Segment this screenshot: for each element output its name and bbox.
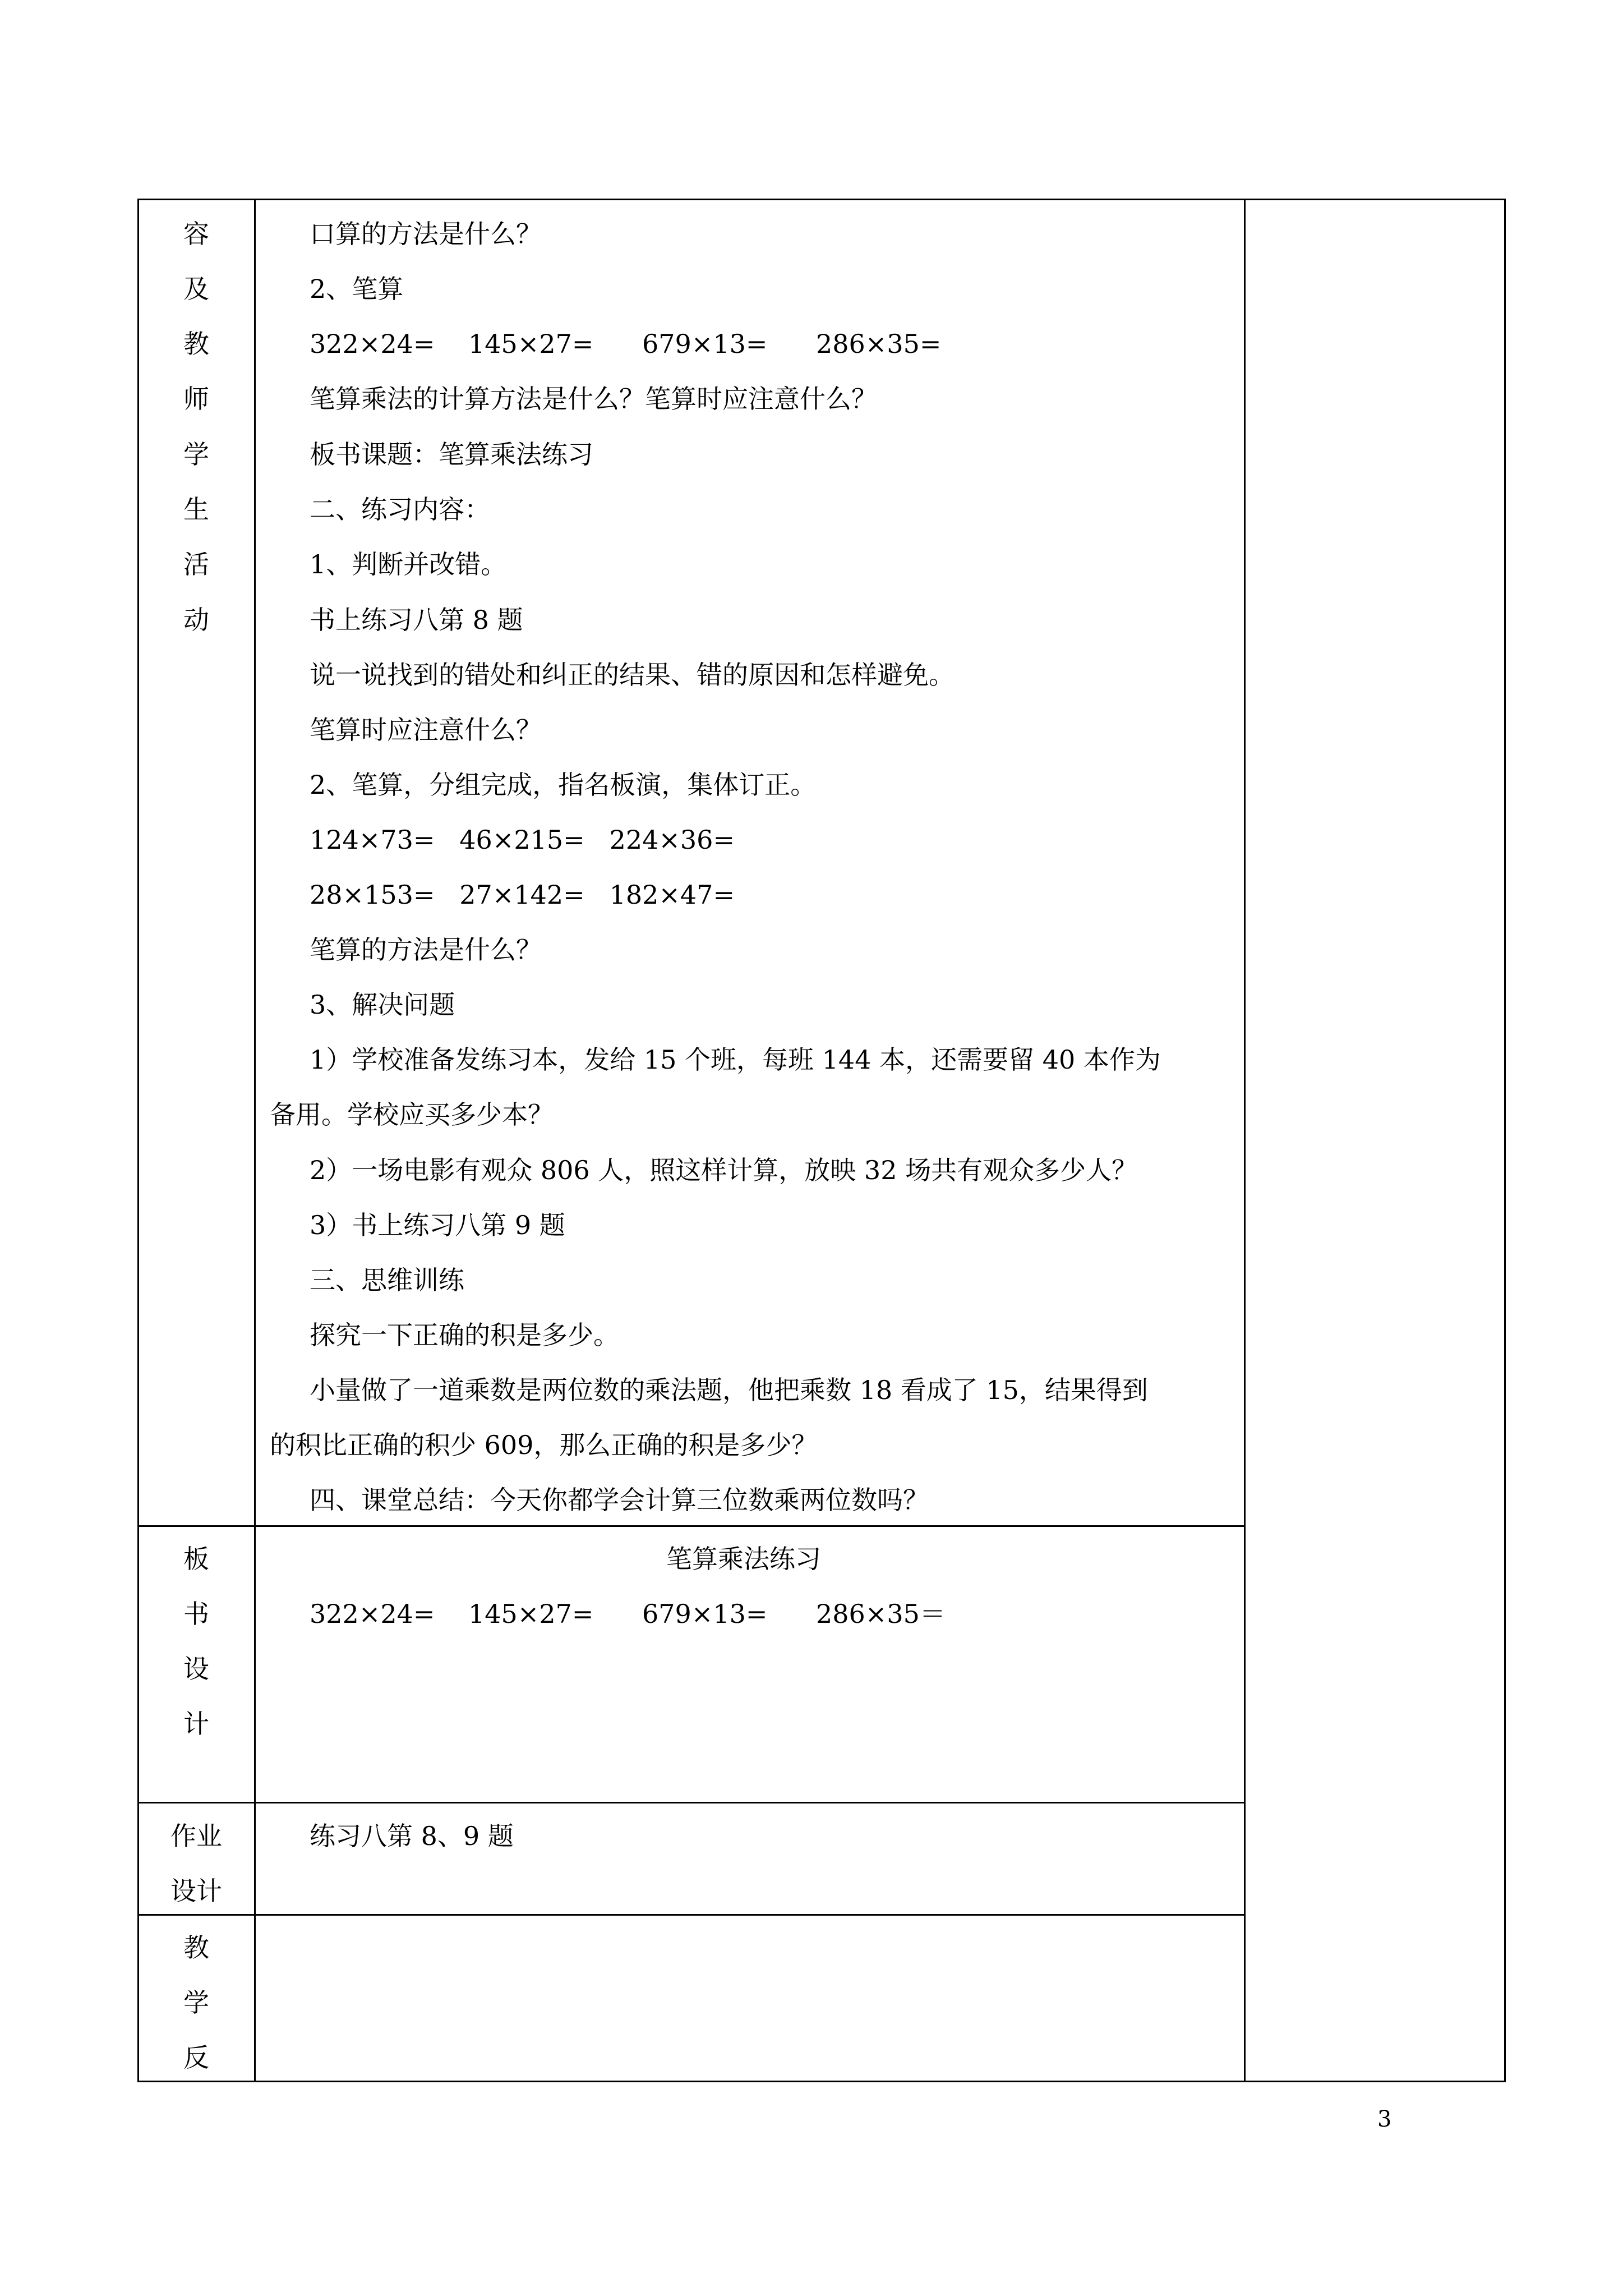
row4-label-char: 学 — [183, 1987, 209, 2018]
row1-label-char: 活 — [183, 549, 209, 579]
table-border-top — [137, 199, 1506, 200]
equation: 322×24= — [310, 1599, 435, 1629]
row1-label-char: 动 — [183, 605, 209, 635]
row1-label-char: 教 — [183, 329, 209, 359]
content-line: 小量做了一道乘数是两位数的乘法题，他把乘数 18 看成了 15，结果得到 — [310, 1375, 1148, 1405]
page-number: 3 — [1377, 2106, 1392, 2132]
content-line: 2、笔算，分组完成，指名板演，集体订正。 — [310, 770, 817, 800]
table-border-right — [1504, 199, 1506, 2082]
equation: 145×27= — [468, 1599, 594, 1629]
content-line: 笔算时应注意什么？ — [310, 715, 542, 745]
equation: 679×13= — [642, 1599, 768, 1629]
row1-label-char: 容 — [183, 219, 209, 249]
row-divider-1 — [137, 1525, 1246, 1527]
row3-label-line: 作业 — [170, 1821, 222, 1851]
content-line: 笔算乘法的计算方法是什么？笔算时应注意什么？ — [310, 384, 877, 414]
column-divider-content — [1244, 199, 1246, 2082]
content-line: 书上练习八第 8 题 — [310, 605, 523, 635]
row1-label-char: 师 — [183, 384, 209, 414]
content-line: 3）书上练习八第 9 题 — [310, 1210, 565, 1240]
homework-text: 练习八第 8、9 题 — [310, 1821, 514, 1851]
content-line: 三、思维训练 — [310, 1265, 464, 1295]
content-line: 备用。学校应买多少本？ — [270, 1099, 554, 1130]
row-divider-3 — [137, 1914, 1246, 1916]
content-line: 的积比正确的积少 609，那么正确的积是多少？ — [270, 1430, 818, 1460]
content-line: 124×73= 46×215= 224×36= — [310, 825, 735, 855]
content-line: 四、课堂总结：今天你都学会计算三位数乘两位数吗？ — [310, 1485, 929, 1515]
row-divider-2 — [137, 1802, 1246, 1803]
content-line: 板书课题：笔算乘法练习 — [310, 439, 593, 470]
content-line: 28×153= 27×142= 182×47= — [310, 880, 735, 910]
table-border-left — [137, 199, 139, 2082]
row2-label-char: 设 — [183, 1654, 209, 1684]
content-line: 探究一下正确的积是多少。 — [310, 1320, 619, 1350]
content-line: 1）学校准备发练习本，发给 15 个班，每班 144 本，还需要留 40 本作为 — [310, 1045, 1161, 1075]
column-divider-label — [254, 199, 256, 2082]
equation: 286×35= — [816, 329, 942, 359]
equation: 286×35＝ — [816, 1599, 946, 1629]
table-border-bottom — [137, 2081, 1506, 2082]
row4-label-char: 教 — [183, 1932, 209, 1963]
board-title: 笔算乘法练习 — [666, 1544, 821, 1574]
row1-label-char: 生 — [183, 494, 209, 524]
equation: 145×27= — [468, 329, 594, 359]
row2-label-char: 板 — [183, 1544, 209, 1574]
row2-label-char: 书 — [183, 1599, 209, 1629]
content-line: 二、练习内容： — [310, 494, 490, 524]
row2-label-char: 计 — [183, 1709, 209, 1739]
content-line: 2、笔算 — [310, 274, 404, 304]
content-line: 2）一场电影有观众 806 人，照这样计算，放映 32 场共有观众多少人？ — [310, 1155, 1138, 1185]
row3-label-line: 设计 — [170, 1876, 222, 1906]
content-line: 3、解决问题 — [310, 990, 455, 1020]
content-line: 口算的方法是什么？ — [310, 219, 542, 249]
row1-label-char: 及 — [183, 274, 209, 304]
row1-label-char: 学 — [183, 439, 209, 470]
equation: 679×13= — [642, 329, 768, 359]
content-line: 说一说找到的错处和纠正的结果、错的原因和怎样避免。 — [310, 660, 955, 690]
row4-label-char: 反 — [183, 2042, 209, 2073]
content-line: 笔算的方法是什么？ — [310, 935, 542, 965]
content-line: 1、判断并改错。 — [310, 549, 507, 579]
equation: 322×24= — [310, 329, 435, 359]
